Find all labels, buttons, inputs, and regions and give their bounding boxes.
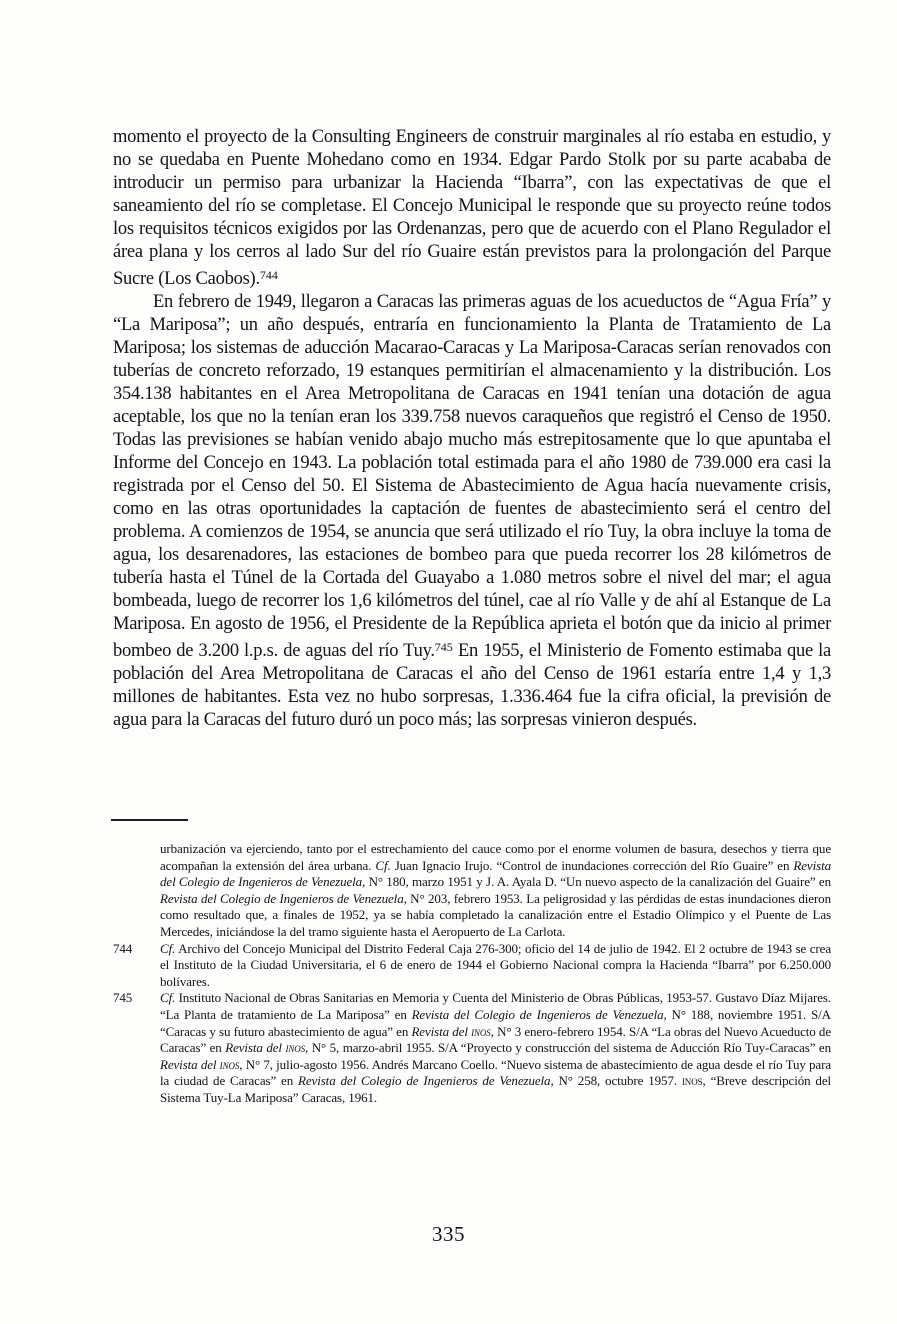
paragraph-2-text-a: En febrero de 1949, llegaron a Caracas las primeras aguas de los acueductos de “Agua Fría” y “La Mariposa”; un año después, entraría en funcionamiento la Planta de Tratamiento de La Mariposa; los sistemas de aducción Macarao-Caracas y La Mariposa-Caracas serían renovados con tuberías de concreto reforzado, 19 estanques permitirían el almacenamiento y la distribución. Los 354.138 habitantes en el Area Metropolitana de Caracas en 1941 tenían una dotación de agua aceptable, los que no la tenían eran los 339.758 nuevos caraqueños que registró el Censo de 1950. Todas las previsiones se habían venido abajo mucho más estrepitosamente que lo que apuntaba el Informe del Concejo en 1943. La población total estimada para el año 1980 de 739.000 era casi la registrada por el Censo del 50. El Sistema de Abastecimiento de Agua hacía nuevamente crisis, como en las otras oportunidades la captación de fuentes de abastecimiento será el centro del problema. A comienzos de 1954, se anuncia que será utilizado el río Tuy, la obra incluye la toma de agua, los desarenadores, las estaciones de bombeo para que pueda recorrer los 28 kilómetros de tubería hasta el Túnel de la Cortada del Guayabo a 1.080 metros sobre el nivel del mar; el agua bombeada, luego de recorrer los 1,6 kilómetros del túnel, cae al río Valle y de ahí al Estanque de La Mariposa. En agosto de 1956, el Presidente de la República aprieta el botón que da inicio al primer bombeo de 3.200 l.p.s. de aguas del río Tuy.	[113, 292, 831, 661]
paragraph-1	[113, 126, 831, 291]
footnote-745	[113, 990, 831, 1106]
footnotes-section	[113, 841, 831, 1107]
footnote-ref-744: 744	[259, 268, 278, 282]
footnote-separator	[111, 819, 188, 821]
footnote-continuation	[113, 841, 831, 941]
footnote-text: Cf. Archivo del Concejo Municipal del Distrito Federal Caja 276-300; oficio del 14 de julio de 1942. El 2 octubre de 1943 se crea el Instituto de la Ciudad Universitaria, el 6 de enero de 1944 el Gobierno Nacional compra la Hacienda “Ibarra” por 6.250.000 bolívares.	[160, 940, 831, 989]
footnote-ref-745: 745	[434, 640, 453, 654]
body-text	[113, 126, 831, 732]
footnote-text: Cf. Instituto Nacional de Obras Sanitarias en Memoria y Cuenta del Ministerio de Obras Públicas, 1953-57. Gustavo Díaz Mijares. “La Planta de tratamiento de La Mariposa” en Revista del Colegio de Ingenieros de Venezuela, N° 188, noviembre 1951. S/A “Caracas y su futuro abastecimiento de agua” en Revista del inos, N° 3 enero-febrero 1954. S/A “La obras del Nuevo Acueducto de Caracas” en Revista del inos, N° 5, marzo-abril 1955. S/A “Proyecto y construcción del sistema de Aducción Río Tuy-Caracas” en Revista del inos, N° 7, julio-agosto 1956. Andrés Marcano Coello. “Nuevo sistema de abastecimiento de agua desde el río Tuy para la ciudad de Caracas” en Revista del Colegio de Ingenieros de Venezuela, N° 258, octubre 1957. inos, “Breve descripción del Sistema Tuy-La Mariposa” Caracas, 1961.	[160, 990, 832, 1105]
footnote-744	[113, 941, 831, 991]
footnote-text: urbanización va ejerciendo, tanto por el estrechamiento del cauce como por el enorme volumen de basura, desechos y tierra que acompañan la extensión del área urbana. Cf. Juan Ignacio Irujo. “Control de inundaciones corrección del Río Guaire” en Revista del Colegio de Ingenieros de Venezuela, N° 180, marzo 1951 y J. A. Ayala D. “Un nuevo aspecto de la canalización del Guaire” en Revista del Colegio de Ingenieros de Venezuela, N° 203, febrero 1953. La peligrosidad y las pérdidas de estas inundaciones dieron como resultado que, a finales de 1952, ya se había completado la canalización entre el Estadio Olímpico y el Puente de Las Mercedes, iniciándose la del tramo siguiente hasta el Aeropuerto de La Carlota.	[160, 841, 831, 939]
footnote-number: 744	[113, 940, 133, 956]
footnote-number: 745	[113, 990, 133, 1006]
paragraph-1-text: momento el proyecto de la Consulting Engineers de construir marginales al río estaba en estudio, y no se quedaba en Puente Mohedano como en 1934. Edgar Pardo Stolk por su parte acababa de introducir un permiso para urbanizar la Hacienda “Ibarra”, con las expectativas de que el saneamiento del río se completase. El Concejo Municipal le responde que su proyecto reúne todos los requisitos técnicos exigidos por las Ordenanzas, pero que de acuerdo con el Plano Regulador el área plana y los cerros al lado Sur del río Guaire están previstos para la prolongación del Parque Sucre (Los Caobos).	[113, 127, 831, 289]
paragraph-2-text-b: En 1955, el Ministerio de Fomento estimaba que la población del Area Metropolitana de Caracas el año del Censo de 1961 estaría entre 1,4 y 1,3 millones de habitantes. Esta vez no hubo sorpresas, 1.336.464 fue la cifra oficial, la previsión de agua para la Caracas del futuro duró un poco más; las sorpresas vinieron después.	[113, 641, 831, 730]
paragraph-2	[113, 291, 831, 732]
page-number: 335	[432, 1222, 465, 1246]
